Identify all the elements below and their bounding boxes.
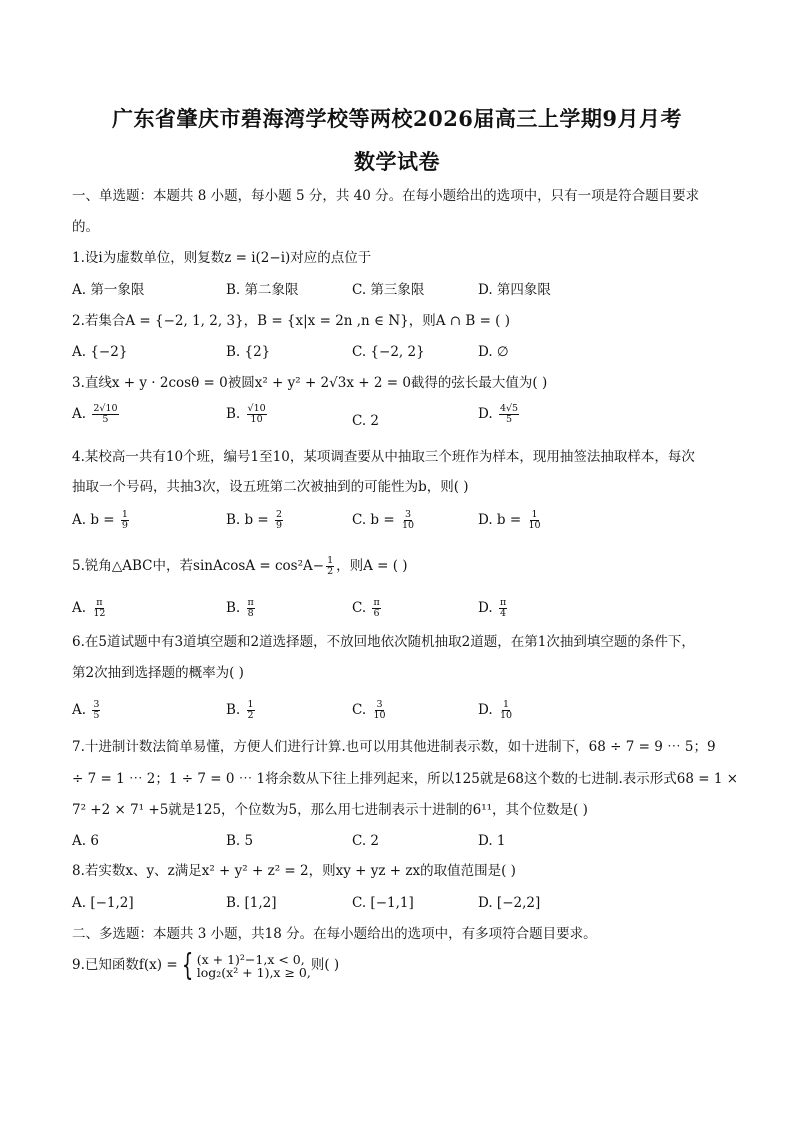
q6-option-b [226,700,257,721]
q6-b-label: B. [226,702,241,718]
q5-option-c [352,598,383,619]
q4-option-d [478,510,544,531]
q3-a-fraction [92,404,118,425]
q4-option-c [352,510,417,531]
q3-b-label: B. [226,406,241,422]
q2-stem: 2.若集合A = {−2, 1, 2, 3}，B = {x|x = 2n ,n ∈ N}，则A ∩ B = ( ) [72,313,511,329]
exam-subtitle: 数学试卷 [354,149,440,174]
q9-stem [72,947,732,983]
q5-option-a [72,598,108,619]
q4-d-den: 10 [528,520,541,531]
q5-c-label: C. [352,600,367,616]
q5-b-fraction [247,598,255,619]
q4-stem-line2: 抽取一个号码，共抽3次，设五班第二次被抽到的可能性为b，则( ) [72,479,469,495]
q5-a-fraction [92,598,106,619]
q9-case1: (x + 1)²−1,x < 0, [196,951,305,967]
q7-stem-line2: ÷ 7 = 1 ⋯ 2；1 ÷ 7 = 0 ⋯ 1将余数从下往上排列起来，所以125就是68这个数的七进制.表示形式68 = 1 × [72,771,739,787]
q6-option-a [72,700,102,721]
q5-stem-fraction [326,556,334,577]
q5-b-label: B. [226,600,241,616]
q8-option-d: D. [−2,2] [478,895,541,911]
q5-stem-part2: ，则A = ( ) [336,558,408,574]
q8-option-c: C. [−1,1] [352,895,414,911]
q9-stem-part1: 9.已知函数f(x) = [72,957,178,973]
q6-a-fraction [92,700,100,721]
q6-d-den: 10 [499,710,513,721]
q4-option-b [226,510,285,531]
q3-a-den: 5 [102,414,109,425]
q4-a-den: 9 [121,520,128,531]
q4-c-label: C. b = [352,512,395,528]
q4-a-label: A. b = [72,512,115,528]
q3-option-c: C. 2 [352,413,380,429]
q6-c-num: 3 [376,699,383,710]
q6-d-fraction [499,700,513,721]
q4-b-label: B. b = [226,512,269,528]
q4-d-fraction [527,510,541,531]
q9-case2: log₂(x² + 1),x ≥ 0, [196,964,311,980]
q6-b-den: 2 [247,710,254,721]
q4-c-num: 3 [405,509,412,520]
q6-a-label: A. [72,702,87,718]
q5-a-num: π [96,597,103,608]
q5-d-fraction [499,598,507,619]
q6-b-fraction [247,700,255,721]
q1-option-d: D. 第四象限 [478,282,551,298]
q5-c-num: π [373,597,380,608]
q6-d-num: 1 [502,699,509,710]
q5-stem-part1: 5.锐角△ABC中，若sinAcosA = cos²A− [72,558,325,574]
q3-b-den: 10 [250,414,263,425]
q4-b-num: 2 [276,509,283,520]
q4-c-fraction [401,510,415,531]
q5-a-label: A. [72,600,87,616]
q5-option-d [478,598,509,619]
q4-d-label: D. b = [478,512,522,528]
q5-a-den: 12 [93,608,106,619]
q3-a-label: A. [72,406,87,422]
q4-stem-line1: 4.某校高一共有10个班，编号1至10，某项调查要从中抽取三个班作为样本，现用抽签法抽取样本，每次 [72,449,695,465]
q1-option-b: B. 第二象限 [226,282,299,298]
q7-option-b: B. 5 [226,833,254,849]
q3-option-d [478,404,521,425]
q4-c-den: 10 [401,520,415,531]
q4-option-a [72,510,131,531]
q4-d-num: 1 [531,509,538,520]
q6-d-label: D. [478,702,493,718]
q8-option-b: B. [1,2] [226,895,277,911]
q5-stem [72,556,732,577]
q3-stem: 3.直线x + y · 2cosθ = 0被圆x² + y² + 2√3x + 2 = 0截得的弦长最大值为( ) [72,375,548,391]
q6-stem-line1: 6.在5道试题中有3道填空题和2道选择题，不放回地依次随机抽取2道题，在第1次抽到填空题的条件下， [72,634,695,650]
q3-d-den: 5 [505,414,513,425]
q4-a-num: 1 [121,509,128,520]
q8-option-a: A. [−1,2] [72,895,134,911]
q3-d-fraction [499,404,519,425]
q3-option-a [72,404,121,425]
q3-a-num: 2√10 [93,403,118,414]
q5-stem-den: 2 [327,566,334,577]
q7-stem-line1: 7.十进制计数法简单易懂，方便人们进行计算.也可以用其他进制表示数，如十进制下，68 ÷ 7 = 9 ⋯ 5；9 [72,739,716,755]
q7-option-d: D. 1 [478,833,506,849]
q3-option-b [226,404,269,425]
q2-option-b: B. {2} [226,344,271,360]
q6-c-label: C. [352,702,367,718]
q2-option-d: D. ∅ [478,344,509,360]
q8-stem: 8.若实数x、y、z满足x² + y² + z² = 2，则xy + yz + zx的取值范围是( ) [72,863,516,879]
q6-c-den: 10 [373,710,386,721]
q6-stem-line2: 第2次抽到选择题的概率为( ) [72,665,244,681]
q7-stem-line3: 7² +2 × 7¹ +5就是125，个位数为5，那么用七进制表示十进制的6¹¹，其个位数是( ) [72,802,588,818]
q6-a-den: 5 [93,710,100,721]
q3-d-num: 4√5 [499,403,519,414]
q9-piecewise-cases [197,953,311,979]
q6-option-c [352,700,389,721]
q5-option-b [226,598,257,619]
q5-d-num: π [499,597,507,608]
q3-d-label: D. [478,406,493,422]
q5-c-fraction [372,598,380,619]
q5-b-den: 8 [247,608,254,619]
q1-option-c: C. 第三象限 [352,282,425,298]
q5-stem-num: 1 [327,555,334,566]
q6-a-num: 3 [93,699,100,710]
q2-option-a: A. {−2} [72,344,128,360]
q2-option-c: C. {−2, 2} [352,344,425,360]
section1-heading-cont: 的。 [72,219,99,235]
q5-c-den: 6 [373,608,380,619]
q4-b-fraction [275,510,283,531]
q4-a-fraction [121,510,129,531]
q5-d-den: 4 [500,608,507,619]
q6-c-fraction [372,700,386,721]
q4-b-den: 9 [276,520,283,531]
section2-heading: 二、多选题：本题共 3 小题，共18 分。在每小题给出的选项中，有多项符合题目要求。 [72,926,597,942]
exam-title: 广东省肇庆市碧海湾学校等两校2026届高三上学期9月月考 [111,106,683,131]
q6-option-d [478,700,515,721]
q1-option-a: A. 第一象限 [72,282,145,298]
q1-stem: 1.设i为虚数单位，则复数z = i(2−i)对应的点位于 [72,250,372,266]
section1-heading: 一、单选题：本题共 8 小题，每小题 5 分，共 40 分。在每小题给出的选项中，只有一项是符合题目要求 [72,188,700,204]
left-brace-icon: { [181,947,193,983]
q3-b-num: √10 [247,403,266,414]
q5-d-label: D. [478,600,493,616]
q9-stem-part2: 则( ) [310,957,340,973]
q7-option-a: A. 6 [72,833,99,849]
q5-b-num: π [247,597,254,608]
q3-b-fraction [247,404,267,425]
q7-option-c: C. 2 [352,833,380,849]
q6-b-num: 1 [247,699,254,710]
